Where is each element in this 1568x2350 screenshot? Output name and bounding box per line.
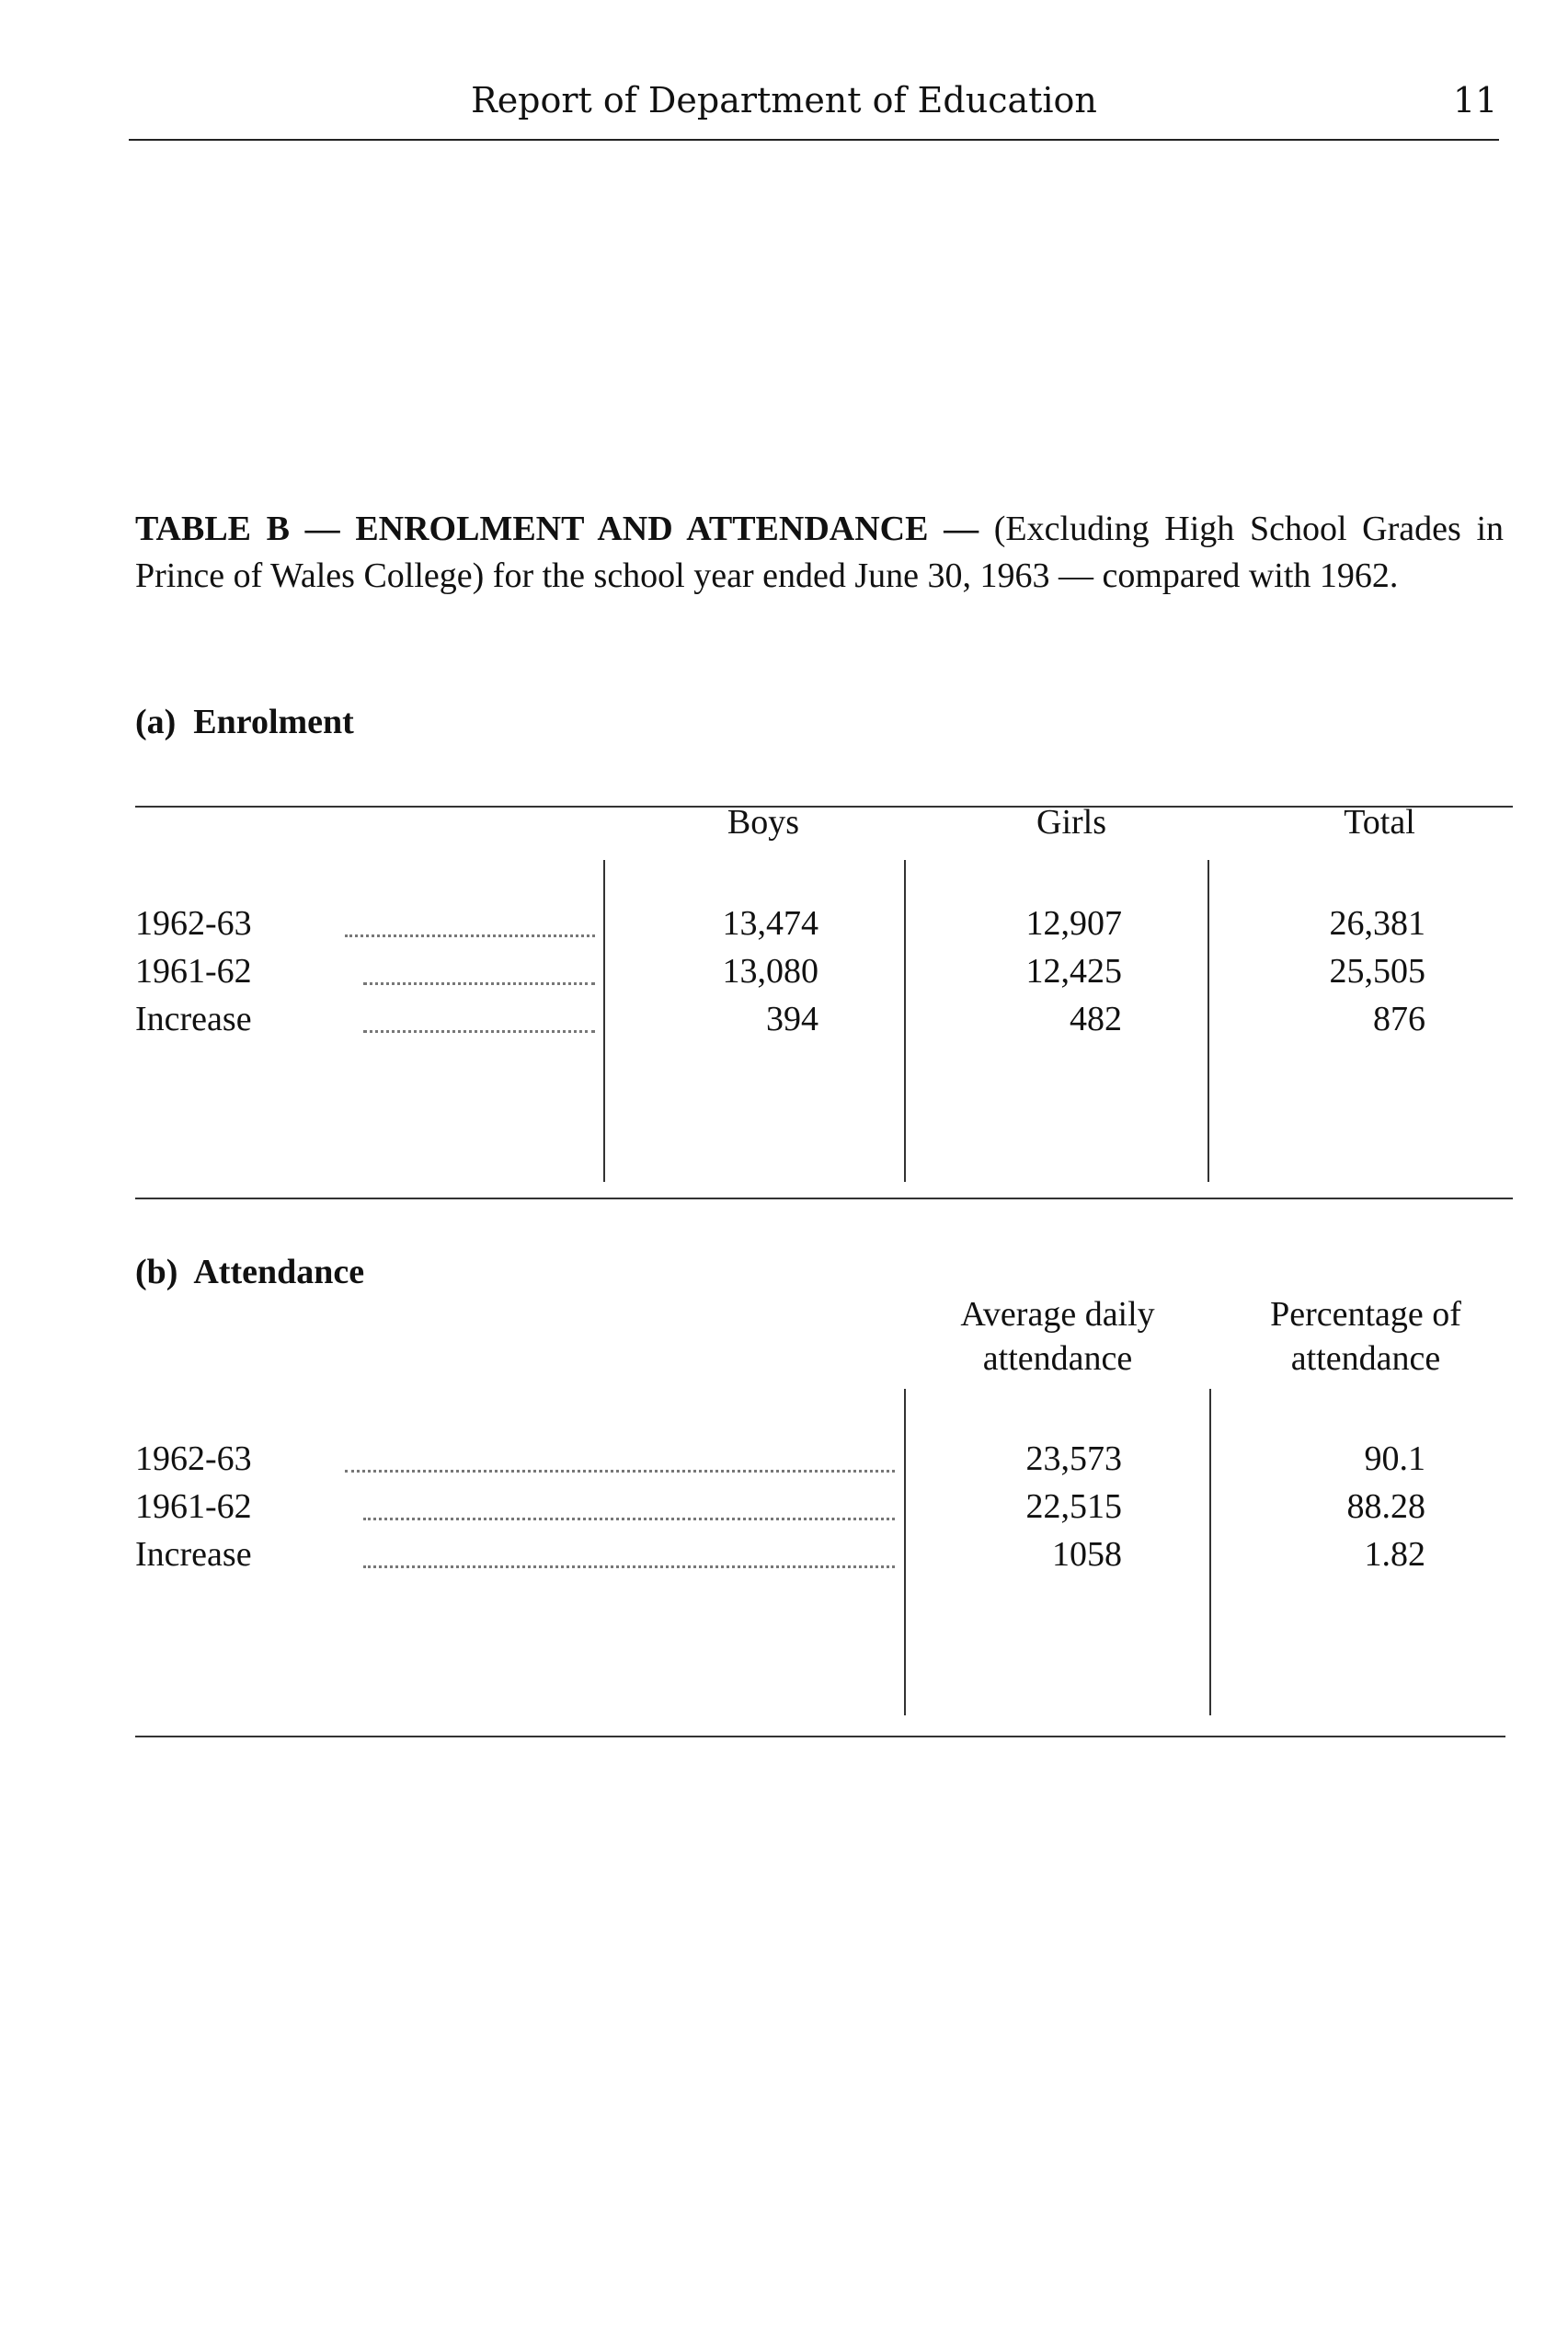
running-title: Report of Department of Education: [471, 80, 1097, 120]
dot-leader: [345, 1470, 895, 1473]
table-cell: 13,474: [722, 904, 818, 943]
enrolment-vline-3: [1207, 860, 1209, 1182]
table-cell: 13,080: [722, 952, 818, 991]
attendance-colhead-average-line2: attendance: [982, 1339, 1133, 1378]
dot-leader: [363, 1518, 895, 1520]
enrolment-row-label: 1961-62: [135, 952, 252, 991]
attendance-heading: (b) Attendance: [135, 1253, 365, 1291]
table-cell: 876: [1373, 1000, 1425, 1038]
table-cell: 482: [1070, 1000, 1122, 1038]
enrolment-vline-1: [603, 860, 605, 1182]
header-rule: [129, 139, 1499, 141]
table-cell: 22,515: [1025, 1487, 1122, 1526]
attendance-colhead-percentage: [1219, 1292, 1513, 1381]
table-cell: 88.28: [1346, 1487, 1425, 1526]
attendance-colhead-percentage-line2: attendance: [1290, 1339, 1441, 1378]
attendance-row-label: Increase: [135, 1535, 252, 1574]
enrolment-colhead-boys: Boys: [727, 803, 800, 842]
attendance-row-label: 1961-62: [135, 1487, 252, 1526]
dot-leader: [345, 934, 595, 937]
table-cell: 25,505: [1329, 952, 1425, 991]
enrolment-colhead-total: Total: [1344, 803, 1415, 842]
table-caption: [135, 506, 1504, 600]
attendance-vline-col1: [904, 1393, 906, 1715]
dot-leader: [363, 1565, 895, 1568]
attendance-bottom-rule: [135, 1736, 1505, 1737]
enrolment-row-label: 1962-63: [135, 904, 252, 943]
table-cell: 90.1: [1364, 1439, 1425, 1478]
attendance-colhead-average-line1: Average daily: [960, 1295, 1155, 1334]
enrolment-row-label: Increase: [135, 1000, 252, 1038]
enrolment-heading: (a) Enrolment: [135, 703, 354, 741]
enrolment-vline-2: [904, 860, 906, 1182]
dot-leader: [363, 982, 595, 985]
dot-leader: [363, 1030, 595, 1033]
table-cell: 12,425: [1025, 952, 1122, 991]
table-cell: 1.82: [1364, 1535, 1425, 1574]
caption-lead: TABLE B — ENROLMENT AND ATTENDANCE —: [135, 510, 979, 548]
enrolment-colhead-girls: Girls: [1036, 803, 1106, 842]
table-cell: 12,907: [1025, 904, 1122, 943]
attendance-colhead-percentage-line1: Percentage of: [1270, 1295, 1461, 1334]
table-cell: 23,573: [1025, 1439, 1122, 1478]
caption-text: (Excluding High School Grades in Prince of Wales College) for the school year ended June 30, 1963 — compared with 1962.: [135, 510, 1504, 595]
table-cell: 1058: [1052, 1535, 1122, 1574]
attendance-vline-col2: [1209, 1393, 1211, 1715]
table-cell: 394: [766, 1000, 818, 1038]
enrolment-bottom-rule: [135, 1198, 1513, 1199]
attendance-row-label: 1962-63: [135, 1439, 252, 1478]
page-number: 11: [1453, 80, 1498, 120]
table-cell: 26,381: [1329, 904, 1425, 943]
attendance-colhead-average: [906, 1292, 1209, 1381]
